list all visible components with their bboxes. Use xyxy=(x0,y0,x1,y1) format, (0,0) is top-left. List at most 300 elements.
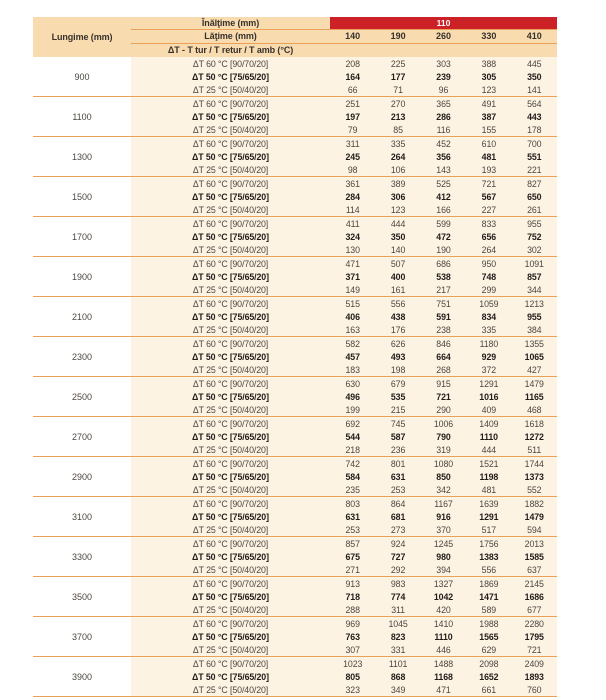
width-col-header: 140 xyxy=(345,31,361,42)
value-cell: 130 xyxy=(345,244,360,255)
table-row xyxy=(131,203,557,216)
table-row xyxy=(131,283,557,296)
value-cell: 1479 xyxy=(524,511,544,522)
width-col-header: 330 xyxy=(481,31,497,42)
length-group xyxy=(33,417,557,457)
value-cell: 1080 xyxy=(433,458,454,469)
value-cell: 344 xyxy=(527,284,542,295)
value-cell: 271 xyxy=(345,564,360,575)
value-cell: 745 xyxy=(390,418,406,429)
value-cell: 161 xyxy=(390,284,406,295)
length-group xyxy=(33,177,557,217)
value-cell: 805 xyxy=(345,671,360,682)
value-cell: 656 xyxy=(481,231,497,242)
value-cell: 190 xyxy=(436,244,451,255)
value-cell: 288 xyxy=(345,604,360,615)
value-cell: 261 xyxy=(527,204,542,215)
value-cell: 452 xyxy=(436,138,451,149)
value-cell: 2280 xyxy=(524,618,544,629)
value-cell: 491 xyxy=(481,98,497,109)
table-row xyxy=(131,670,557,683)
value-cell: 1756 xyxy=(479,538,499,549)
value-cell: 394 xyxy=(436,564,451,575)
table-row xyxy=(131,563,557,576)
width-col-header: 260 xyxy=(435,31,451,42)
table-row xyxy=(131,257,557,270)
dt-row-label: ΔT 50 °C [75/65/20] xyxy=(192,671,269,682)
dt-row-label: ΔT 60 °C [90/70/20] xyxy=(192,138,269,149)
value-cell: 411 xyxy=(345,218,360,229)
value-cell: 1521 xyxy=(479,458,499,469)
value-cell: 857 xyxy=(527,271,542,282)
value-cell: 306 xyxy=(390,191,406,202)
dt-row-label: ΔT 25 °C [50/40/20] xyxy=(192,684,269,695)
value-cell: 365 xyxy=(436,98,451,109)
value-cell: 446 xyxy=(436,644,451,655)
value-cell: 444 xyxy=(390,218,406,229)
value-cell: 342 xyxy=(436,484,451,495)
value-cell: 215 xyxy=(390,404,406,415)
value-cell: 305 xyxy=(481,71,497,82)
value-cell: 507 xyxy=(390,258,406,269)
value-cell: 290 xyxy=(436,404,451,415)
value-cell: 384 xyxy=(527,324,542,335)
group-rows xyxy=(131,497,557,536)
group-rows xyxy=(131,57,557,96)
length-value: 2300 xyxy=(33,337,131,376)
height-value-band xyxy=(330,17,557,29)
value-cell: 227 xyxy=(481,204,497,215)
table-row xyxy=(131,510,557,523)
table-row xyxy=(131,523,557,536)
value-cell: 155 xyxy=(481,124,497,135)
value-cell: 692 xyxy=(345,418,360,429)
value-cell: 199 xyxy=(345,404,360,415)
length-group xyxy=(33,137,557,177)
group-rows xyxy=(131,297,557,336)
value-cell: 679 xyxy=(390,378,406,389)
value-cell: 1373 xyxy=(524,471,544,482)
table-row xyxy=(131,470,557,483)
value-cell: 445 xyxy=(527,58,542,69)
value-cell: 650 xyxy=(527,191,542,202)
value-cell: 221 xyxy=(527,164,542,175)
value-cell: 457 xyxy=(345,351,360,362)
length-group xyxy=(33,657,557,697)
value-cell: 388 xyxy=(481,58,497,69)
value-cell: 311 xyxy=(391,604,405,615)
dt-row-label: ΔT 50 °C [75/65/20] xyxy=(192,311,269,322)
heat-output-table xyxy=(33,17,557,697)
table-row xyxy=(131,323,557,336)
value-cell: 1988 xyxy=(479,618,499,629)
value-cell: 335 xyxy=(481,324,497,335)
length-value: 1300 xyxy=(33,137,131,176)
value-cell: 106 xyxy=(390,164,406,175)
value-cell: 1006 xyxy=(433,418,454,429)
value-cell: 544 xyxy=(345,431,360,442)
dt-row-label: ΔT 50 °C [75/65/20] xyxy=(192,111,269,122)
value-cell: 675 xyxy=(345,551,360,562)
dt-row-label: ΔT 25 °C [50/40/20] xyxy=(192,244,269,255)
length-value: 1100 xyxy=(33,97,131,136)
length-value: 3300 xyxy=(33,537,131,576)
value-cell: 2013 xyxy=(524,538,544,549)
value-cell: 556 xyxy=(390,298,406,309)
length-value: 3100 xyxy=(33,497,131,536)
value-cell: 677 xyxy=(527,604,542,615)
dt-row-label: ΔT 50 °C [75/65/20] xyxy=(192,551,269,562)
value-cell: 1059 xyxy=(479,298,499,309)
value-cell: 349 xyxy=(390,684,406,695)
value-cell: 823 xyxy=(390,631,406,642)
dt-row-label: ΔT 25 °C [50/40/20] xyxy=(192,324,269,335)
length-group xyxy=(33,297,557,337)
value-cell: 183 xyxy=(345,364,360,375)
table-row xyxy=(131,537,557,550)
dt-row-label: ΔT 50 °C [75/65/20] xyxy=(192,391,269,402)
value-cell: 66 xyxy=(347,84,358,95)
value-cell: 163 xyxy=(345,324,360,335)
value-cell: 1893 xyxy=(524,671,544,682)
table-row xyxy=(131,377,557,390)
length-group xyxy=(33,337,557,377)
value-cell: 371 xyxy=(345,271,360,282)
dt-row-label: ΔT 25 °C [50/40/20] xyxy=(192,404,269,415)
value-cell: 955 xyxy=(527,311,542,322)
dt-row-label: ΔT 60 °C [90/70/20] xyxy=(192,578,269,589)
group-rows xyxy=(131,417,557,456)
value-cell: 198 xyxy=(390,364,406,375)
value-cell: 409 xyxy=(481,404,497,415)
value-cell: 664 xyxy=(436,351,451,362)
dt-row-label: ΔT 60 °C [90/70/20] xyxy=(192,98,269,109)
value-cell: 324 xyxy=(345,231,360,242)
value-cell: 629 xyxy=(481,644,497,655)
table-row xyxy=(131,630,557,643)
dt-row-label: ΔT 50 °C [75/65/20] xyxy=(192,351,269,362)
value-cell: 1165 xyxy=(524,391,544,402)
value-cell: 481 xyxy=(481,151,497,162)
length-value: 1500 xyxy=(33,177,131,216)
value-cell: 1409 xyxy=(479,418,499,429)
dt-row-label: ΔT 60 °C [90/70/20] xyxy=(192,458,269,469)
value-cell: 307 xyxy=(345,644,360,655)
table-row xyxy=(131,590,557,603)
table-row xyxy=(131,483,557,496)
value-cell: 567 xyxy=(481,191,497,202)
value-cell: 594 xyxy=(527,524,542,535)
value-cell: 123 xyxy=(390,204,406,215)
dt-row-label: ΔT 50 °C [75/65/20] xyxy=(192,191,269,202)
value-cell: 141 xyxy=(527,84,542,95)
dt-row-label: ΔT 25 °C [50/40/20] xyxy=(192,124,269,135)
length-value: 1900 xyxy=(33,257,131,296)
value-cell: 525 xyxy=(436,178,451,189)
value-cell: 116 xyxy=(436,124,451,135)
dt-row-label: ΔT 50 °C [75/65/20] xyxy=(192,271,269,282)
value-cell: 225 xyxy=(390,58,406,69)
value-cell: 268 xyxy=(436,364,451,375)
value-cell: 319 xyxy=(436,444,451,455)
dt-row-label: ΔT 60 °C [90/70/20] xyxy=(192,498,269,509)
value-cell: 1327 xyxy=(433,578,454,589)
table-row xyxy=(131,230,557,243)
dt-row-label: ΔT 60 °C [90/70/20] xyxy=(192,258,269,269)
length-value: 2900 xyxy=(33,457,131,496)
length-value: 2700 xyxy=(33,417,131,456)
table-row xyxy=(131,643,557,656)
table-row xyxy=(131,363,557,376)
value-cell: 950 xyxy=(481,258,497,269)
value-cell: 299 xyxy=(481,284,497,295)
table-row xyxy=(131,270,557,283)
value-cell: 98 xyxy=(347,164,358,175)
table-row xyxy=(131,443,557,456)
dt-row-label: ΔT 60 °C [90/70/20] xyxy=(192,178,269,189)
value-cell: 1167 xyxy=(434,498,453,509)
value-cell: 1045 xyxy=(388,618,408,629)
value-cell: 556 xyxy=(481,564,497,575)
value-cell: 2145 xyxy=(524,578,544,589)
value-cell: 245 xyxy=(345,151,360,162)
width-col-header: 190 xyxy=(390,31,406,42)
dt-row-label: ΔT 25 °C [50/40/20] xyxy=(192,364,269,375)
dt-row-label: ΔT 60 °C [90/70/20] xyxy=(192,378,269,389)
value-cell: 626 xyxy=(390,338,406,349)
value-cell: 1213 xyxy=(524,298,544,309)
value-cell: 149 xyxy=(345,284,360,295)
value-cell: 496 xyxy=(345,391,360,402)
value-cell: 1016 xyxy=(479,391,499,402)
group-rows xyxy=(131,177,557,216)
dt-row-label: ΔT 60 °C [90/70/20] xyxy=(192,618,269,629)
value-cell: 630 xyxy=(345,378,360,389)
group-rows xyxy=(131,537,557,576)
length-group xyxy=(33,217,557,257)
dt-row-label: ΔT 50 °C [75/65/20] xyxy=(192,431,269,442)
table-row xyxy=(131,177,557,190)
value-cell: 71 xyxy=(393,84,403,95)
group-rows xyxy=(131,137,557,176)
value-cell: 727 xyxy=(390,551,406,562)
value-cell: 564 xyxy=(527,98,542,109)
table-header xyxy=(33,17,557,57)
value-cell: 273 xyxy=(390,524,406,535)
value-cell: 1383 xyxy=(479,551,499,562)
table-row xyxy=(131,310,557,323)
table-row xyxy=(131,683,557,696)
length-value: 3500 xyxy=(33,577,131,616)
table-body xyxy=(33,57,557,697)
table-row xyxy=(131,430,557,443)
value-cell: 1042 xyxy=(433,591,454,602)
length-value: 3700 xyxy=(33,617,131,656)
value-cell: 356 xyxy=(436,151,451,162)
dt-row-label: ΔT 50 °C [75/65/20] xyxy=(192,471,269,482)
value-cell: 253 xyxy=(345,524,360,535)
dt-row-label: ΔT 25 °C [50/40/20] xyxy=(192,644,269,655)
value-cell: 197 xyxy=(345,111,360,122)
table-row xyxy=(131,217,557,230)
value-cell: 361 xyxy=(345,178,360,189)
value-cell: 2409 xyxy=(524,658,544,669)
dt-row-label: ΔT 60 °C [90/70/20] xyxy=(192,298,269,309)
dt-row-label: ΔT 25 °C [50/40/20] xyxy=(192,284,269,295)
group-rows xyxy=(131,217,557,256)
width-header-row xyxy=(131,30,557,43)
length-group xyxy=(33,617,557,657)
group-rows xyxy=(131,377,557,416)
value-cell: 610 xyxy=(481,138,497,149)
value-cell: 1180 xyxy=(479,338,499,349)
height-label: Înălţime (mm) xyxy=(201,18,260,29)
value-cell: 700 xyxy=(527,138,542,149)
value-cell: 1585 xyxy=(524,551,544,562)
dt-row-label: ΔT 25 °C [50/40/20] xyxy=(192,564,269,575)
value-cell: 1198 xyxy=(479,471,499,482)
value-cell: 213 xyxy=(390,111,406,122)
dt-row-label: ΔT 50 °C [75/65/20] xyxy=(192,511,269,522)
table-row xyxy=(131,603,557,616)
value-cell: 517 xyxy=(481,524,497,535)
dt-row-label: ΔT 25 °C [50/40/20] xyxy=(192,524,269,535)
value-cell: 323 xyxy=(345,684,360,695)
group-rows xyxy=(131,457,557,496)
value-cell: 2098 xyxy=(479,658,499,669)
value-cell: 1355 xyxy=(524,338,544,349)
length-column-header: Lungime (mm) xyxy=(51,32,113,42)
value-cell: 218 xyxy=(345,444,360,455)
value-cell: 236 xyxy=(390,444,406,455)
table-row xyxy=(131,577,557,590)
value-cell: 846 xyxy=(436,338,451,349)
value-cell: 438 xyxy=(390,311,406,322)
group-rows xyxy=(131,657,557,696)
length-value: 2100 xyxy=(33,297,131,336)
table-row xyxy=(131,550,557,563)
length-group xyxy=(33,577,557,617)
value-cell: 1291 xyxy=(479,511,499,522)
value-cell: 834 xyxy=(481,311,497,322)
table-row xyxy=(131,497,557,510)
value-cell: 1410 xyxy=(433,618,454,629)
dt-row-label: ΔT 60 °C [90/70/20] xyxy=(192,218,269,229)
value-cell: 857 xyxy=(345,538,360,549)
value-cell: 955 xyxy=(527,218,542,229)
value-cell: 370 xyxy=(436,524,451,535)
width-col-header: 410 xyxy=(526,31,542,42)
dt-row-label: ΔT 25 °C [50/40/20] xyxy=(192,604,269,615)
length-group xyxy=(33,457,557,497)
length-value: 900 xyxy=(33,57,131,96)
value-cell: 929 xyxy=(481,351,497,362)
dt-row-label: ΔT 50 °C [75/65/20] xyxy=(192,631,269,642)
height-value: 110 xyxy=(436,18,451,29)
dt-row-label: ΔT 25 °C [50/40/20] xyxy=(192,204,269,215)
value-cell: 1110 xyxy=(479,431,498,442)
length-group xyxy=(33,377,557,417)
value-cell: 1686 xyxy=(524,591,544,602)
value-cell: 235 xyxy=(345,484,360,495)
value-cell: 790 xyxy=(436,431,451,442)
dt-row-label: ΔT 60 °C [90/70/20] xyxy=(192,58,269,69)
table-row xyxy=(131,390,557,403)
value-cell: 264 xyxy=(390,151,406,162)
value-cell: 681 xyxy=(390,511,406,522)
value-cell: 589 xyxy=(481,604,497,615)
value-cell: 140 xyxy=(390,244,406,255)
table-row xyxy=(131,350,557,363)
value-cell: 208 xyxy=(345,58,360,69)
value-cell: 420 xyxy=(436,604,451,615)
table-row xyxy=(131,617,557,630)
value-cell: 270 xyxy=(390,98,406,109)
height-header-row xyxy=(131,17,557,30)
value-cell: 760 xyxy=(527,684,542,695)
value-cell: 916 xyxy=(436,511,451,522)
value-cell: 1882 xyxy=(524,498,544,509)
value-cell: 350 xyxy=(527,71,542,82)
value-cell: 552 xyxy=(527,484,542,495)
value-cell: 123 xyxy=(481,84,497,95)
value-cell: 1291 xyxy=(479,378,499,389)
value-cell: 599 xyxy=(436,218,451,229)
table-row xyxy=(131,403,557,416)
value-cell: 1744 xyxy=(524,458,544,469)
value-cell: 176 xyxy=(390,324,406,335)
value-cell: 637 xyxy=(527,564,542,575)
value-cell: 1065 xyxy=(524,351,544,362)
value-cell: 801 xyxy=(390,458,406,469)
dt-row-label: ΔT 60 °C [90/70/20] xyxy=(192,418,269,429)
value-cell: 1618 xyxy=(524,418,544,429)
dt-row-label: ΔT 60 °C [90/70/20] xyxy=(192,658,269,669)
value-cell: 1639 xyxy=(479,498,499,509)
table-row xyxy=(131,163,557,176)
value-cell: 264 xyxy=(481,244,497,255)
table-row xyxy=(131,190,557,203)
value-cell: 582 xyxy=(345,338,360,349)
group-rows xyxy=(131,577,557,616)
value-cell: 96 xyxy=(438,84,449,95)
dt-row-label: ΔT 50 °C [75/65/20] xyxy=(192,231,269,242)
value-cell: 515 xyxy=(345,298,360,309)
table-row xyxy=(131,417,557,430)
value-cell: 143 xyxy=(436,164,451,175)
value-cell: 286 xyxy=(436,111,451,122)
value-cell: 1110 xyxy=(434,631,453,642)
value-cell: 253 xyxy=(390,484,406,495)
value-cell: 661 xyxy=(481,684,497,695)
value-cell: 631 xyxy=(390,471,406,482)
table-row xyxy=(131,243,557,256)
value-cell: 400 xyxy=(390,271,406,282)
length-group xyxy=(33,537,557,577)
value-cell: 721 xyxy=(527,644,542,655)
value-cell: 1795 xyxy=(524,631,544,642)
value-cell: 1869 xyxy=(479,578,499,589)
value-cell: 444 xyxy=(481,444,497,455)
value-cell: 177 xyxy=(390,71,406,82)
value-cell: 551 xyxy=(527,151,542,162)
value-cell: 79 xyxy=(347,124,358,135)
group-rows xyxy=(131,257,557,296)
value-cell: 85 xyxy=(393,124,403,135)
value-cell: 1091 xyxy=(524,258,544,269)
value-cell: 389 xyxy=(390,178,406,189)
value-cell: 427 xyxy=(527,364,542,375)
